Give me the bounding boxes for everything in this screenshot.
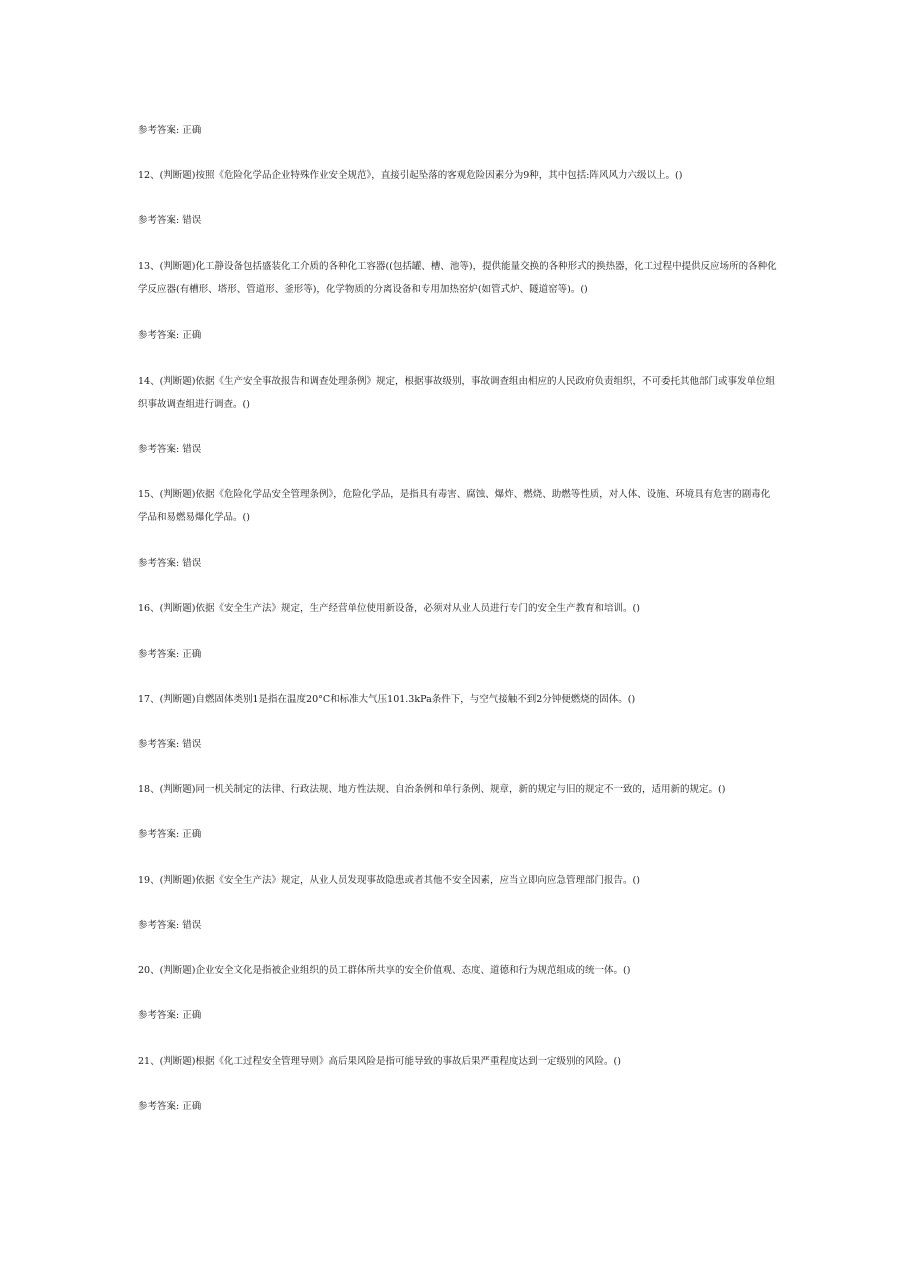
answer-text: 参考答案: 正确 — [138, 829, 202, 840]
question-text: 20、(判断题)企业安全文化是指被企业组织的员工群体所共享的安全价值观、态度、道德和行为规范组成的统一体。() — [138, 965, 631, 976]
question-text: 13、(判断题)化工静设备包括盛装化工介质的各种化工容器((包括罐、槽、池等)，提供能量交换的各种形式的换热器，化工过程中提供反应场所的各种化学反应器(有槽形、塔形、管道形、釜形等)，化学物质的分离设备和专用加热窑炉(如管式炉、隧道窑等)。() — [138, 261, 777, 295]
answer-text: 参考答案: 正确 — [138, 1010, 202, 1021]
question-text: 18、(判断题)同一机关制定的法律、行政法规、地方性法规、自治条例和单行条例、规章，新的规定与旧的规定不一致的，适用新的规定。() — [138, 784, 726, 795]
answer-text: 参考答案: 正确 — [138, 1101, 202, 1112]
question-text: 19、(判断题)依据《安全生产法》规定，从业人员发现事故隐患或者其他不安全因素，应当立即向应急管理部门报告。() — [138, 875, 640, 886]
answer-text: 参考答案: 正确 — [138, 649, 202, 660]
answer-text: 参考答案: 正确 — [138, 330, 202, 341]
answer-text: 参考答案: 错误 — [138, 444, 202, 455]
answer-text: 参考答案: 错误 — [138, 739, 202, 750]
answer-text: 参考答案: 错误 — [138, 215, 202, 226]
answer-text: 参考答案: 错误 — [138, 558, 202, 569]
question-text: 17、(判断题)自燃固体类别1是指在温度20°C和标准大气压101.3kPa条件下，与空气接触不到2分钟便燃烧的固体。() — [138, 694, 636, 705]
answer-text: 参考答案: 错误 — [138, 920, 202, 931]
question-text: 21、(判断题)根据《化工过程安全管理导则》高后果风险是指可能导致的事故后果严重程度达到一定级别的风险。() — [138, 1056, 621, 1067]
question-text: 15、(判断题)依据《危险化学品安全管理条例》，危险化学品，是指具有毒害、腐蚀、爆炸、燃烧、助燃等性质，对人体、设施、环境具有危害的剧毒化学品和易燃易爆化学品。() — [138, 489, 771, 523]
question-text: 12、(判断题)按照《危险化学品企业特殊作业安全规范》，直接引起坠落的客观危险因素分为9种，其中包括:阵风风力六级以上。() — [138, 170, 683, 181]
answer-text: 参考答案: 正确 — [138, 125, 202, 136]
question-text: 16、(判断题)依据《安全生产法》规定，生产经营单位使用新设备，必须对从业人员进行专门的安全生产教育和培训。() — [138, 603, 640, 614]
question-text: 14、(判断题)依据《生产安全事故报告和调查处理条例》规定，根据事故级别，事故调查组由相应的人民政府负责组织，不可委托其他部门或事发单位组织事故调查组进行调查。() — [138, 376, 776, 410]
